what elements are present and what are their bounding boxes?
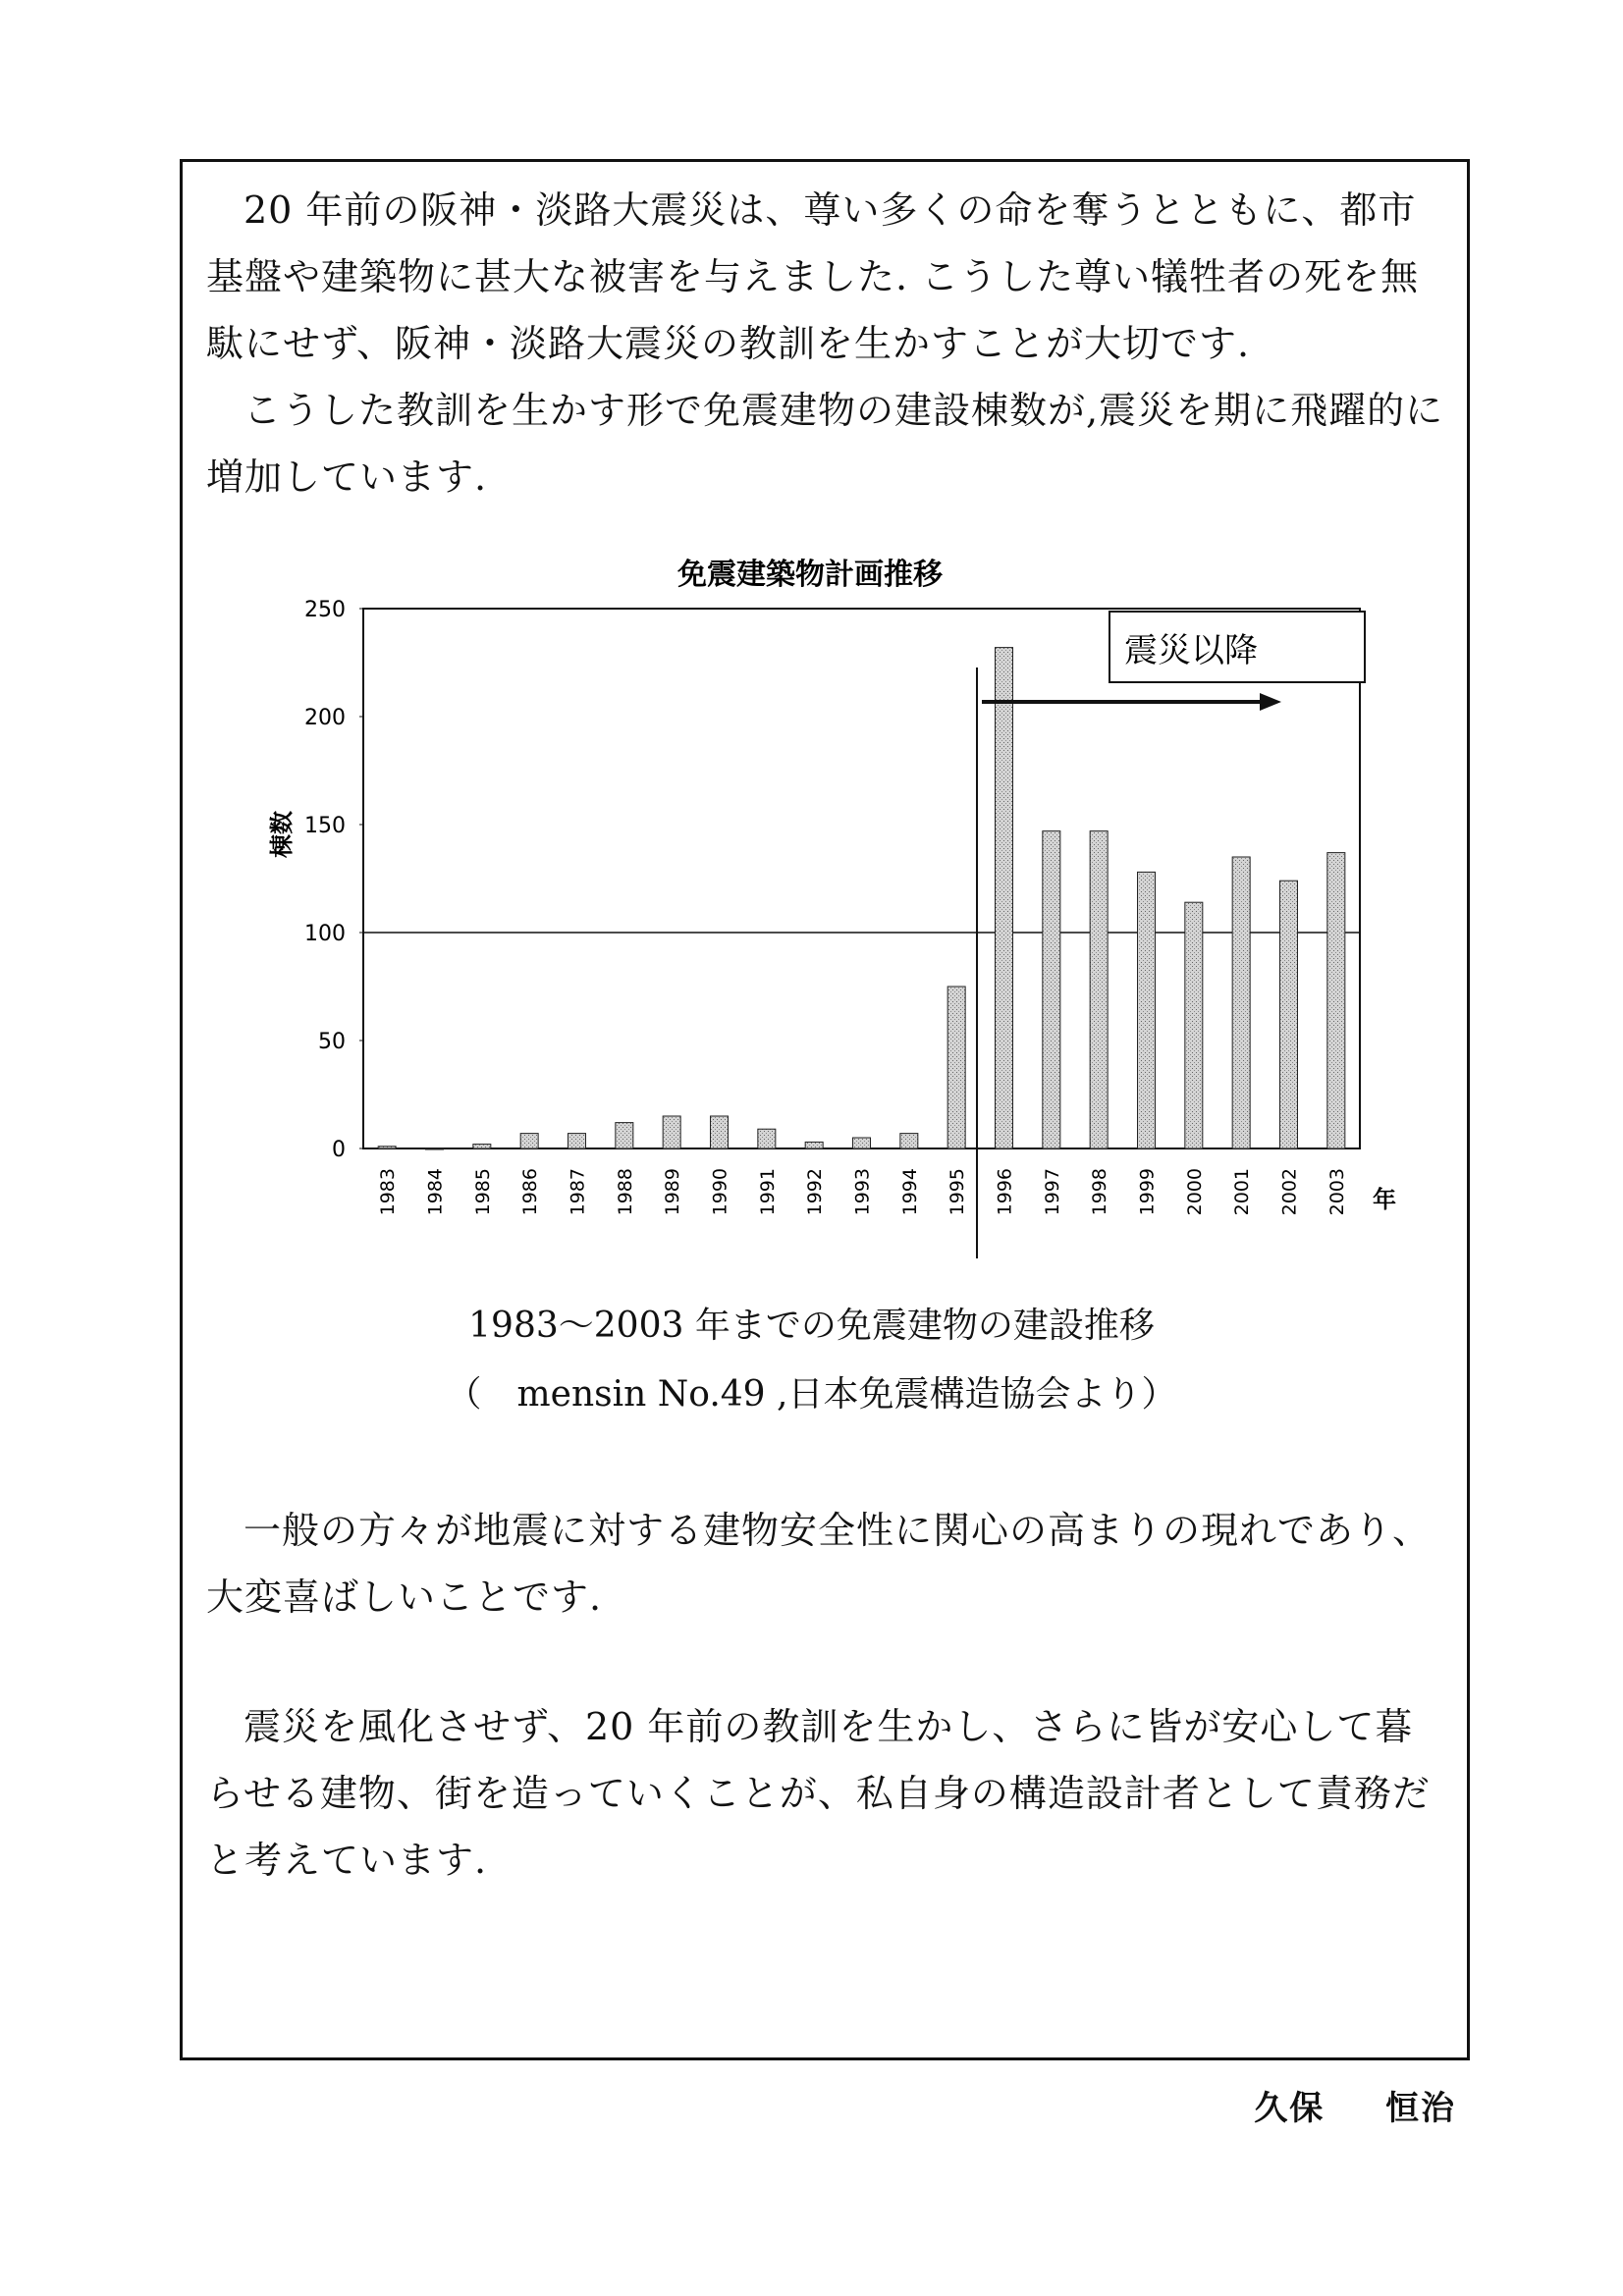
x-tick-label: 1999 [1136,1168,1159,1216]
bar-1986 [520,1134,538,1148]
x-tick-label: 1991 [756,1168,779,1216]
caption-line-2: （ mensin No.49 ,日本免震構造協会より） [446,1374,1177,1415]
author-given-name: 恒治 [1385,2089,1456,2128]
bar-1993 [853,1138,871,1148]
author-name [1254,2081,1456,2129]
bar-1999 [1138,872,1156,1148]
bar-1987 [568,1134,586,1148]
x-tick-label: 1997 [1041,1168,1063,1216]
bar-2003 [1327,853,1345,1148]
paragraph-1: 20 年前の阪神・淡路大震災は、尊い多くの命を奪うとともに、都市基盤や建築物に甚大な被害を与えました. こうした尊い犠牲者の死を無駄にせず、阪神・淡路大震災の教訓を生かすことが大切です. [206,188,1420,365]
bar-1994 [900,1134,918,1148]
paragraph-2: こうした教訓を生かす形で免震建物の建設棟数が,震災を期に飛躍的に増加しています. [206,389,1444,499]
bar-1989 [663,1116,680,1148]
x-axis-label: 年 [1373,1186,1396,1213]
x-tick-label: 1998 [1089,1168,1111,1216]
bar-1985 [473,1145,491,1148]
y-tick-label: 50 [318,1030,346,1054]
x-tick-label: 1994 [898,1168,921,1216]
bar-2002 [1280,881,1298,1148]
bar-chart [245,550,1404,1276]
x-tick-label: 2001 [1231,1168,1254,1216]
chart-svg [245,550,1404,1276]
bar-1998 [1090,831,1108,1148]
y-tick-label: 100 [304,922,346,946]
x-tick-label: 1988 [614,1168,636,1216]
x-tick-label: 1983 [377,1168,400,1216]
x-axis-labels [377,1168,1348,1215]
x-tick-label: 1985 [471,1168,494,1216]
bar-1991 [758,1129,776,1148]
y-tick-label: 0 [332,1138,346,1162]
bar-2001 [1232,857,1250,1148]
chart-title: 免震建築物計画推移 [677,558,943,592]
x-tick-label: 2000 [1183,1168,1206,1216]
x-tick-label: 2003 [1325,1168,1348,1216]
caption-line-1: 1983～2003 年までの免震建物の建設推移 [468,1306,1155,1346]
x-tick-label: 1993 [851,1168,874,1216]
x-tick-label: 1986 [519,1168,542,1216]
bar-1988 [616,1123,633,1148]
y-axis [304,598,363,1162]
x-tick-label: 1996 [994,1168,1016,1216]
arrow-head-icon [1260,693,1281,711]
bar-2000 [1185,902,1203,1148]
y-tick-label: 150 [304,814,346,838]
x-tick-label: 2002 [1278,1168,1301,1216]
x-tick-label: 1987 [567,1168,589,1216]
bar-1997 [1043,831,1060,1148]
x-tick-label: 1995 [947,1168,969,1216]
x-tick-label: 1984 [424,1168,447,1216]
bar-1996 [996,648,1013,1148]
x-tick-label: 1992 [804,1168,827,1216]
bar-1990 [711,1116,729,1148]
y-tick-label: 250 [304,598,346,622]
bar-1992 [805,1142,823,1148]
bar-1984 [426,1148,444,1149]
annotation-text: 震災以降 [1124,631,1258,670]
paragraph-3: 一般の方々が地震に対する建物安全性に関心の高まりの現れであり、大変喜ばしいことです. [206,1509,1432,1619]
x-tick-label: 1989 [662,1168,684,1216]
paragraph-4: 震災を風化させず、20 年前の教訓を生かし、さらに皆が安心して暮らせる建物、街を造っていくことが、私自身の構造設計者として責務だと考えています. [206,1705,1431,1882]
bar-1995 [947,987,965,1148]
plot-area [363,609,1360,1148]
y-axis-label: 棟数 [268,811,296,858]
bar-1983 [378,1147,396,1148]
bars-group [378,648,1345,1149]
x-tick-label: 1990 [709,1168,731,1216]
author-family-name: 久保 [1254,2089,1325,2128]
y-tick-label: 200 [304,706,346,730]
